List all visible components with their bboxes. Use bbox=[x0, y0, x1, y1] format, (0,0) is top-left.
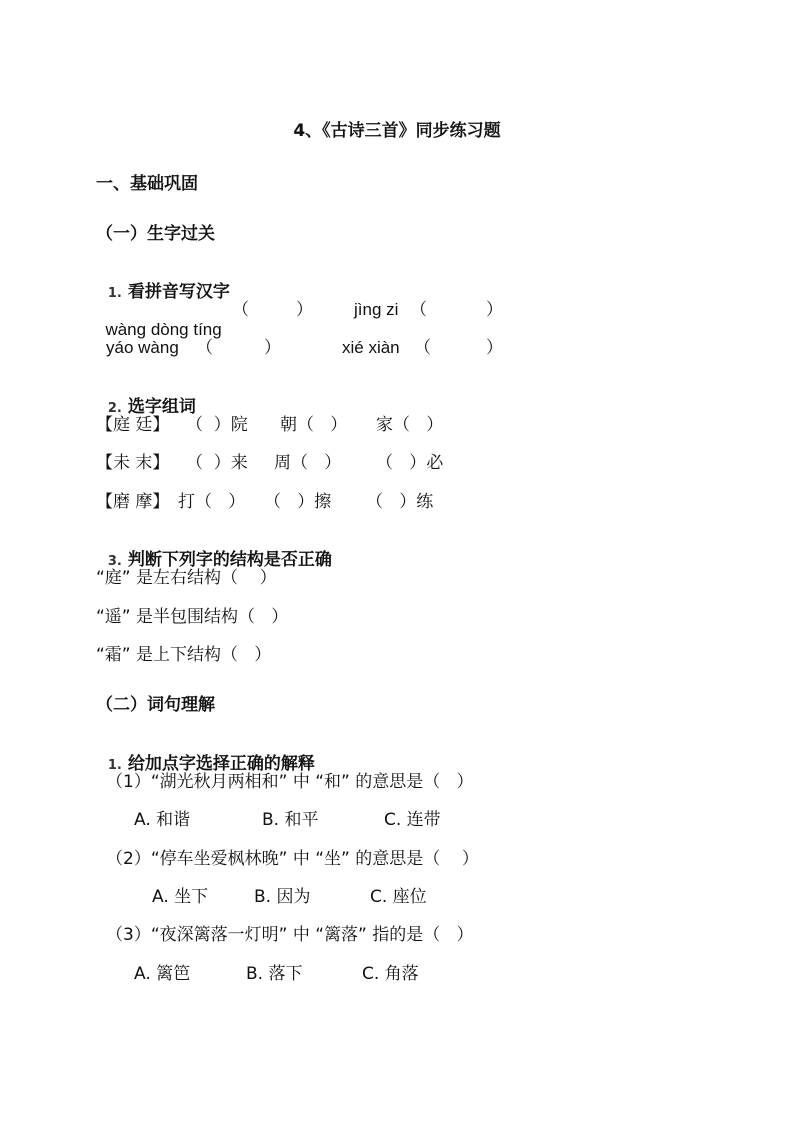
word-blank[interactable]: 家（ ） bbox=[376, 415, 444, 435]
option-b[interactable]: B. 因为 bbox=[254, 887, 311, 907]
word-blank[interactable]: 打（ ） bbox=[178, 492, 246, 512]
word-blank[interactable]: （ ）练 bbox=[366, 492, 434, 512]
structure-judgement[interactable]: “庭” 是左右结构（ ） bbox=[96, 568, 277, 588]
option-a[interactable]: A. 篱笆 bbox=[134, 964, 191, 984]
pinyin-item-2: jìng zi bbox=[354, 300, 399, 319]
question-3-title: 3. 判断下列字的结构是否正确 bbox=[107, 550, 332, 570]
answer-blank-4[interactable]: （ bbox=[414, 338, 431, 358]
question-4-title: 1. 给加点字选择正确的解释 bbox=[107, 754, 315, 774]
structure-judgement[interactable]: “霜” 是上下结构（ ） bbox=[96, 645, 272, 665]
option-b[interactable]: B. 落下 bbox=[246, 964, 303, 984]
question-1-title: 1. 看拼音写汉字 bbox=[107, 282, 230, 302]
word-blank[interactable]: （ ）院 bbox=[186, 415, 248, 435]
answer-blank-1-close: ） bbox=[296, 300, 313, 320]
option-c[interactable]: C. 连带 bbox=[384, 810, 441, 830]
word-blank[interactable]: （ ）来 bbox=[186, 453, 248, 473]
answer-blank-4-close: ） bbox=[486, 338, 503, 358]
question-number: 3. bbox=[107, 554, 122, 569]
answer-blank-2-close: ） bbox=[486, 300, 503, 320]
sub-question-stem[interactable]: （2）“停车坐爱枫林晚” 中 “坐” 的意思是（ ） bbox=[106, 849, 479, 869]
answer-blank-2[interactable]: （ bbox=[410, 300, 427, 320]
question-number: 1. bbox=[107, 758, 122, 773]
word-blank[interactable]: 周（ ） bbox=[274, 453, 342, 473]
option-a[interactable]: A. 坐下 bbox=[152, 887, 209, 907]
option-c[interactable]: C. 角落 bbox=[362, 964, 419, 984]
question-number: 1. bbox=[107, 286, 122, 301]
option-c[interactable]: C. 座位 bbox=[370, 887, 427, 907]
answer-blank-3-close: ） bbox=[264, 338, 281, 358]
word-blank[interactable]: （ ）擦 bbox=[264, 492, 332, 512]
page-title: 4、《古诗三首》同步练习题 bbox=[293, 121, 501, 141]
word-group-row: 【未 末】 bbox=[96, 453, 170, 473]
pinyin-item-4: xié xiàn bbox=[342, 338, 400, 357]
pinyin-item-1: wàng dòng tíng bbox=[105, 320, 222, 339]
part-heading-comprehension: （二）词句理解 bbox=[96, 695, 215, 715]
sub-question-stem[interactable]: （3）“夜深篱落一灯明” 中 “篱落” 指的是（ ） bbox=[106, 925, 474, 945]
answer-blank-1[interactable]: （ bbox=[232, 300, 249, 320]
answer-blank-3[interactable]: （ bbox=[196, 338, 213, 358]
structure-judgement[interactable]: “遥” 是半包围结构（ ） bbox=[96, 607, 289, 627]
sub-question-stem[interactable]: （1）“湖光秋月两相和” 中 “和” 的意思是（ ） bbox=[106, 772, 474, 792]
option-a[interactable]: A. 和谐 bbox=[134, 810, 191, 830]
section-heading-basics: 一、基础巩固 bbox=[96, 174, 198, 194]
word-group-row: 【磨 摩】 bbox=[96, 492, 170, 512]
part-heading-characters: （一）生字过关 bbox=[96, 224, 215, 244]
question-number: 2. bbox=[107, 401, 122, 416]
word-blank[interactable]: 朝（ ） bbox=[280, 415, 348, 435]
pinyin-item-3: yáo wàng bbox=[106, 338, 179, 357]
word-blank[interactable]: （ ）必 bbox=[376, 453, 444, 473]
option-b[interactable]: B. 和平 bbox=[262, 810, 319, 830]
word-group-row: 【庭 廷】 bbox=[96, 415, 170, 435]
question-2-title: 2. 选字组词 bbox=[107, 397, 196, 417]
